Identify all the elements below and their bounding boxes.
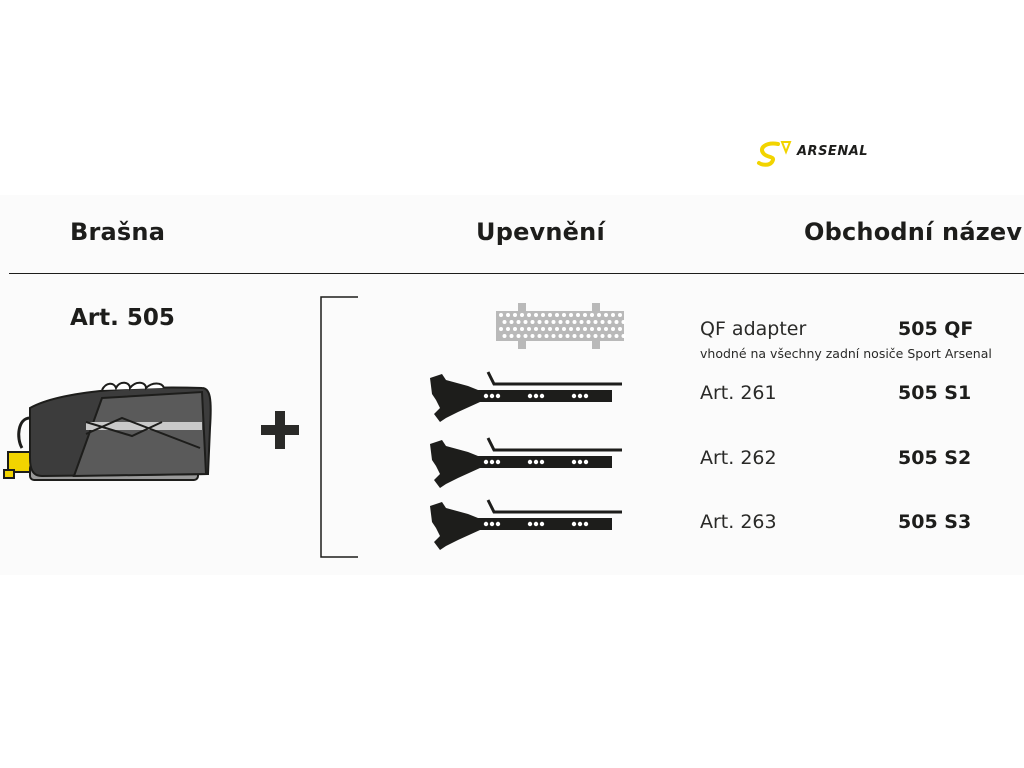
row-code: 505 QF [898,318,974,340]
mounting-bracket-icon [428,492,624,552]
row-code: 505 S3 [898,511,972,533]
qf-adapter-plate-icon [494,303,626,349]
row-name: Art. 262 [700,447,777,469]
mounting-bracket-icon [428,430,624,490]
row-name: QF adapter [700,318,807,340]
header-mounting: Upevnění [476,218,605,246]
row-code: 505 S1 [898,382,972,404]
header-divider [9,273,1024,274]
mounting-bracket-icon [428,364,624,424]
options-bracket [320,296,360,558]
plus-icon [258,408,302,452]
logo-wordmark: ARSENAL [797,144,869,159]
row-name: Art. 261 [700,382,777,404]
product-label: Art. 505 [70,305,175,331]
header-trade-name: Obchodní název [804,218,1023,246]
bag-icon [2,378,214,488]
row-name: Art. 263 [700,511,777,533]
row-code: 505 S2 [898,447,972,469]
row-note: vhodné na všechny zadní nosiče Sport Arsenal [700,346,992,361]
header-bag: Brašna [70,218,166,246]
